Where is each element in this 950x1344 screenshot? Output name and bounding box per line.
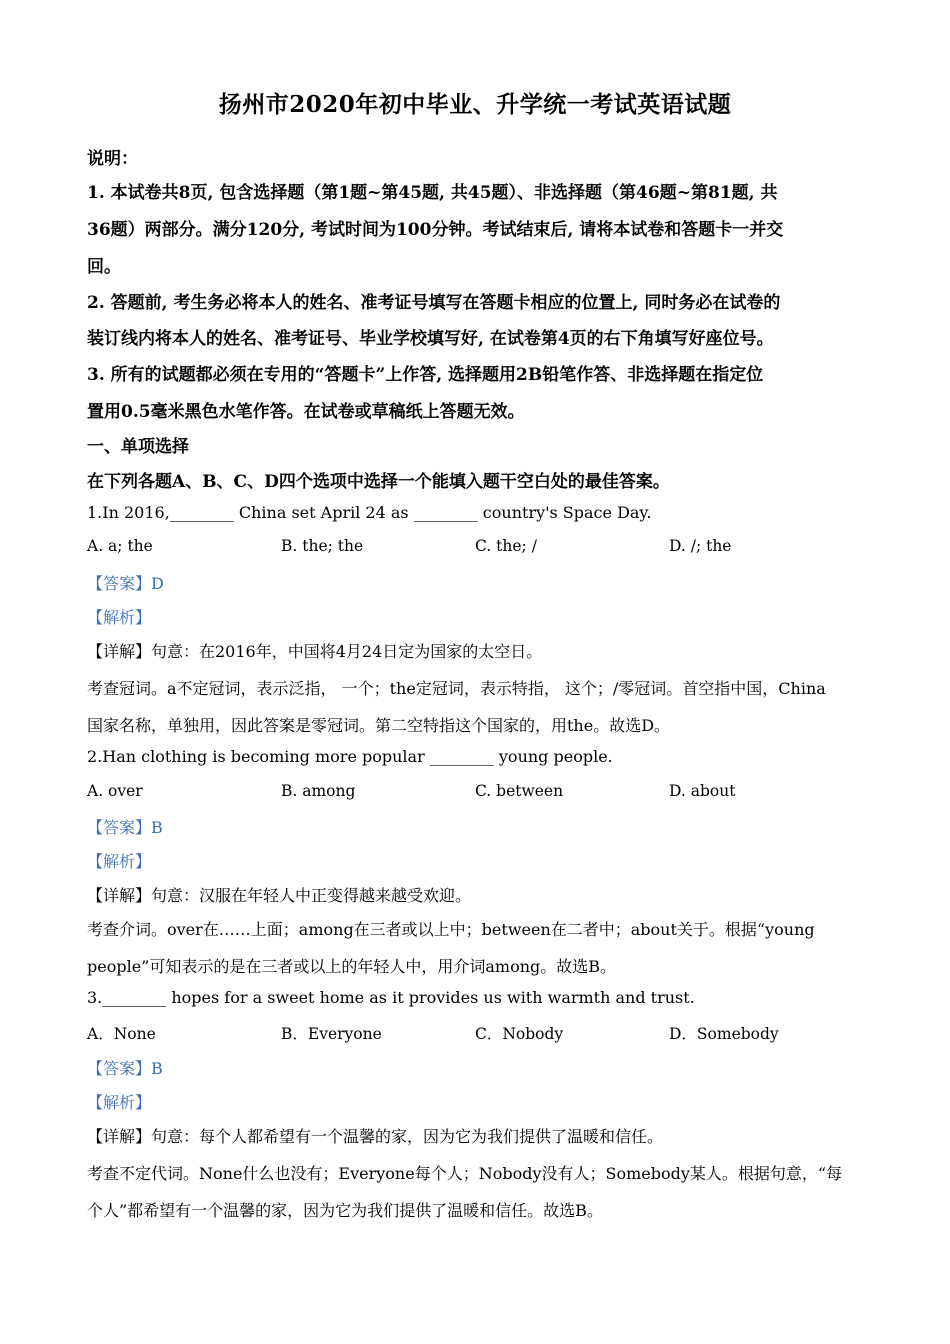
option-a: A. a; the (87, 537, 153, 555)
question-stem: 3.________ hopes for a sweet home as it provides us with warmth and trust. (87, 988, 695, 1007)
instruction-line: 2. 答题前, 考生务必将本人的姓名、准考证号填写在答题卡相应的位置上, 同时务必在试卷的 (87, 293, 781, 313)
answer-label: 【答案】B (87, 818, 163, 837)
detail-line: 考查不定代词。None什么也没有；Everyone每个人；Nobody没有人；Somebody某人。根据句意，“每 (87, 1164, 843, 1183)
option-d: D. about (669, 782, 736, 800)
option-d: D. /; the (669, 537, 732, 555)
instruction-line: 置用0.5毫米黑色水笔作答。在试卷或草稿纸上答题无效。 (87, 402, 525, 422)
section-heading: 一、单项选择 (87, 437, 189, 457)
option-d: D．Somebody (669, 1025, 779, 1043)
detail-line: people”可知表示的是在三者或以上的年轻人中，用介词among。故选B。 (87, 957, 617, 976)
instructions-heading: 说明： (87, 149, 138, 169)
question-stem: 1.In 2016,________ China set April 24 as ________ country's Space Day. (87, 503, 652, 522)
option-a: A．None (87, 1025, 156, 1043)
detail-line: 【详解】句意：每个人都希望有一个温馨的家，因为它为我们提供了温暖和信任。 (87, 1127, 664, 1146)
instruction-line: 36题）两部分。满分120分, 考试时间为100分钟。考试结束后, 请将本试卷和答题卡一并交 (87, 220, 784, 240)
detail-line: 【详解】句意：汉服在年轻人中正变得越来越受欢迎。 (87, 886, 472, 905)
answer-label: 【答案】B (87, 1059, 163, 1078)
analysis-label: 【解析】 (87, 1093, 152, 1112)
question-stem: 2.Han clothing is becoming more popular ________ young people. (87, 747, 613, 766)
instruction-line: 3. 所有的试题都必须在专用的“答题卡”上作答, 选择题用2B铅笔作答、非选择题在指定位 (87, 365, 764, 385)
option-c: C. the; / (475, 537, 537, 555)
option-a: A. over (87, 782, 143, 800)
option-b: B．Everyone (281, 1025, 382, 1043)
instruction-line: 1. 本试卷共8页, 包含选择题（第1题~第45题, 共45题）、非选择题（第46题~第81题, 共 (87, 183, 778, 203)
option-c: C．Nobody (475, 1025, 564, 1043)
page-title: 扬州市2020年初中毕业、升学统一考试英语试题 (218, 91, 732, 118)
analysis-label: 【解析】 (87, 852, 152, 871)
detail-line: 考查冠词。a不定冠词，表示泛指， 一个；the定冠词，表示特指， 这个；/零冠词。首空指中国，China (87, 679, 826, 698)
instruction-line: 回。 (87, 257, 121, 277)
section-direction: 在下列各题A、B、C、D四个选项中选择一个能填入题干空白处的最佳答案。 (87, 472, 670, 492)
detail-line: 考查介词。over在……上面；among在三者或以上中；between在二者中；about关于。根据“young (87, 920, 815, 939)
instruction-line: 装订线内将本人的姓名、准考证号、毕业学校填写好, 在试卷第4页的右下角填写好座位号。 (87, 329, 774, 349)
analysis-label: 【解析】 (87, 608, 152, 627)
detail-line: 国家名称，单独用，因此答案是零冠词。第二空特指这个国家的，用the。故选D。 (87, 716, 671, 735)
option-c: C. between (475, 782, 564, 800)
option-b: B. among (281, 782, 356, 800)
answer-label: 【答案】D (87, 574, 164, 593)
option-b: B. the; the (281, 537, 364, 555)
detail-line: 【详解】句意：在2016年，中国将4月24日定为国家的太空日。 (87, 642, 543, 661)
detail-line: 个人”都希望有一个温馨的家，因为它为我们提供了温暖和信任。故选B。 (87, 1201, 603, 1220)
